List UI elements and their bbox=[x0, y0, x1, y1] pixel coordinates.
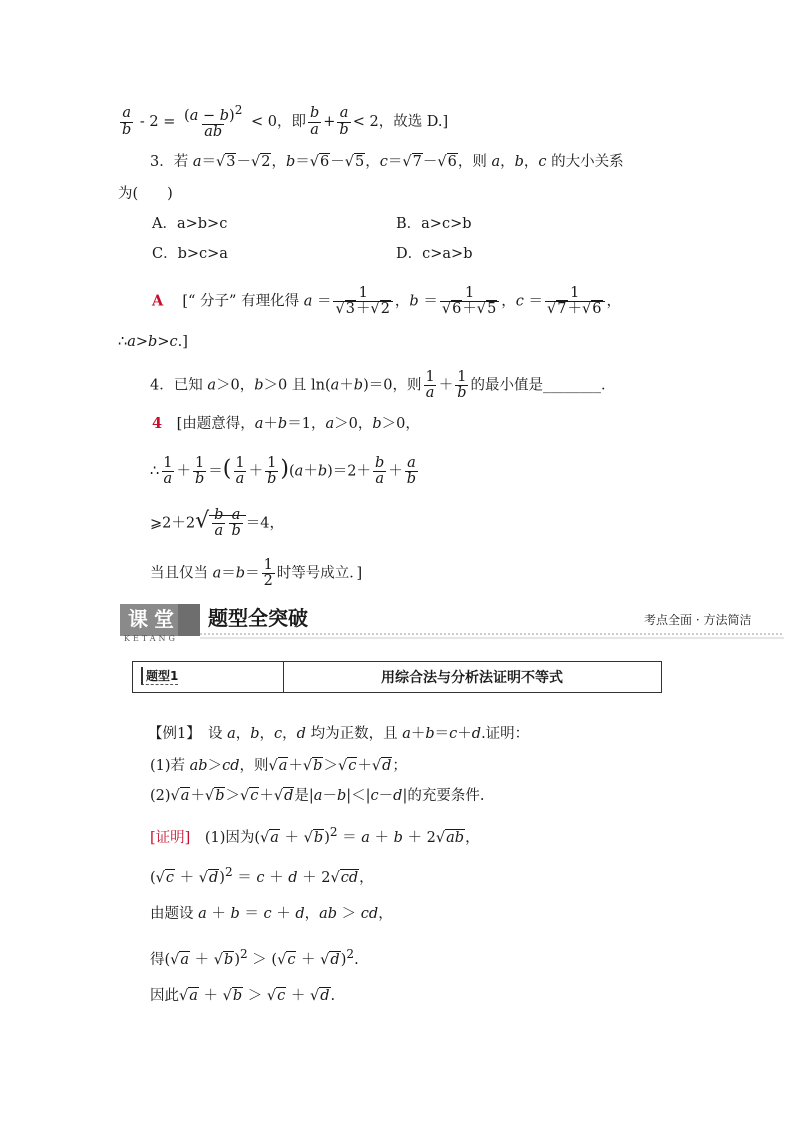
question-4-solution-2: ∴ $\frac{1}{a}$ ＋ $\frac{1}{b}$ ＝( $\frac{1}{a}$ ＋ $\frac{1}{b}$ )(a＋b)＝2＋ $\frac{b}{a}$ ＋ $\frac{a}{b}$ bbox=[150, 455, 417, 488]
banner-badge-sub: KETANG bbox=[124, 634, 178, 643]
banner-badge: 课堂 bbox=[128, 607, 180, 631]
proof-line-1: [证明] (1)因为$(√a + √b)^2 = a + b + 2√ab$， bbox=[150, 825, 480, 846]
prev-solution-tail: $\frac{a}{b}$ - 2 = $\frac{(a - b)^2}{ab}$ < 0，即 $\frac{b}{a}$ + $\frac{a}{b}$ < 2，故选 D.] bbox=[122, 103, 449, 141]
example-1-part-1: (1)若 ab＞cd，则√a＋√b＞√c＋√d； bbox=[150, 758, 407, 774]
question-4-stem: 4．已知 a＞0，b＞0 且 ln(a＋b)＝0，则 $\frac{1}{a}$ ＋ $\frac{1}{b}$ 的最小值是________． bbox=[150, 369, 616, 402]
question-4-solution-4: 当且仅当 a＝b＝ $\frac{1}{2}$ 时等号成立．] bbox=[150, 557, 363, 590]
question-type-label-cell bbox=[133, 662, 284, 692]
example-1-part-2: (2)√a＋√b＞√c＋√d是|a－b|＜|c－d|的充要条件. bbox=[150, 788, 485, 804]
question-type-box bbox=[132, 661, 662, 693]
answer-letter: A bbox=[152, 292, 164, 310]
option-d: D．c>a>b bbox=[396, 246, 473, 262]
question-3-solution: A [“ 分子” 有理化得 a ＝ $\frac{1}{√3+√2}$ ，b ＝ $\frac{1}{√6+√5}$ ，c ＝ $\frac{1}{√7+√6}$ ， bbox=[152, 285, 621, 318]
banner-tagline: 考点全面 · 方法简洁 bbox=[644, 613, 752, 627]
option-b: B．a>c>b bbox=[396, 216, 472, 232]
answer-value: 4 bbox=[152, 415, 163, 432]
example-1-stem: 【例1】 设 a，b，c，d 均为正数，且 a＋b＝c＋d.证明： bbox=[148, 726, 530, 742]
question-type-label: 题型1 bbox=[141, 667, 178, 685]
proof-tag: [证明] bbox=[150, 829, 191, 846]
question-type-title: 用综合法与分析法证明不等式 bbox=[381, 670, 563, 686]
banner-title: 题型全突破 bbox=[208, 606, 308, 630]
question-3-conclusion: ∴a>b>c.] bbox=[118, 334, 188, 350]
proof-line-3: 由题设 a ＋ b ＝ c ＋ d，ab ＞ cd， bbox=[150, 906, 393, 922]
question-4-solution-3: ⩾2＋2√ $\frac{b}{a}$ $\frac{a}{b}$ ＝4， bbox=[150, 507, 284, 540]
question-3-stem: 3．若 a＝√3－√2，b＝√6－√5，c＝√7－√6，则 a，b，c 的大小关系 bbox=[150, 154, 624, 170]
proof-line-5: 因此√a ＋ √b ＞ √c ＋ √d. bbox=[150, 988, 336, 1004]
option-c: C．b>c>a bbox=[152, 246, 228, 262]
question-4-solution-1: 4 [由题意得，a＋b＝1，a＞0，b＞0， bbox=[152, 415, 420, 432]
proof-line-4: 得$(√a + √b)^2 > (√c + √d)^2$. bbox=[150, 947, 359, 968]
example-tag: 【例1】 bbox=[148, 726, 194, 742]
option-a: A．a>b>c bbox=[152, 216, 228, 232]
proof-line-2: $(√c + √d)^2 = c + d + 2√cd$， bbox=[150, 865, 374, 886]
question-3-stem-cont: 为( ) bbox=[118, 186, 173, 202]
